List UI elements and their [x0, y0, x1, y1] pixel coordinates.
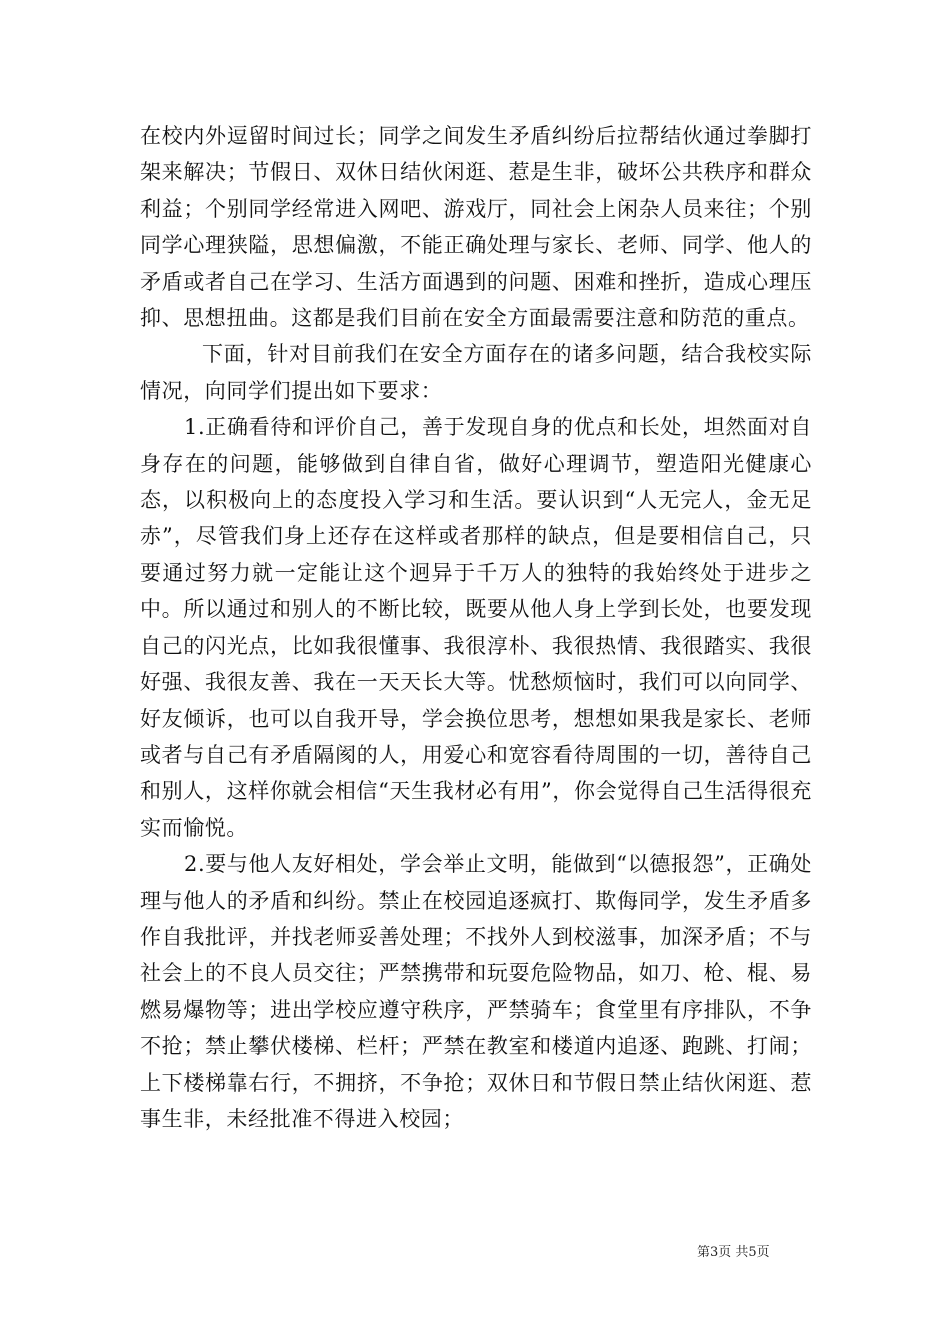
paragraph-2: 下面，针对目前我们在安全方面存在的诸多问题，结合我校实际情况，向同学们提出如下要求：: [140, 342, 812, 403]
document-body: [140, 118, 812, 1137]
paragraph-4: 2.要与他人友好相处，学会举止文明，能做到“以德报怨”，正确处理与他人的矛盾和纠纷。禁止在校园追逐疯打、欺侮同学，发生矛盾多作自我批评，并找老师妥善处理；不找外人到校滋事，加深矛盾；不与社会上的不良人员交往；严禁携带和玩耍危险物品，如刀、枪、棍、易燃易爆物等；进出学校应遵守秩序，严禁骑车；食堂里有序排队，不争不抢；禁止攀伏楼梯、栏杆；严禁在教室和楼道内追逐、跑跳、打闹；上下楼梯靠右行，不拥挤，不争抢；双休日和节假日禁止结伙闲逛、惹事生非，未经批准不得进入校园；: [140, 852, 812, 1131]
page-number-footer: 第3页 共5页: [697, 1245, 770, 1260]
paragraph-3: 1.正确看待和评价自己，善于发现自身的优点和长处，坦然面对自身存在的问题，能够做到自律自省，做好心理调节，塑造阳光健康心态，以积极向上的态度投入学习和生活。要认识到“人无完人，金无足赤”，尽管我们身上还存在这样或者那样的缺点，但是要相信自己，只要通过努力就一定能让这个迥异于千万人的独特的我始终处于进步之中。所以通过和别人的不断比较，既要从他人身上学到长处，也要发现自己的闪光点，比如我很懂事、我很淳朴、我很热情、我很踏实、我很好强、我很友善、我在一天天长大等。忧愁烦恼时，我们可以向同学、好友倾诉，也可以自我开导，学会换位思考，想想如果我是家长、老师或者与自己有矛盾隔阂的人，用爱心和宽容看待周围的一切，善待自己和别人，这样你就会相信“天生我材必有用”，你会觉得自己生活得很充实而愉悦。: [140, 415, 812, 840]
paragraph-1: 在校内外逗留时间过长；同学之间发生矛盾纠纷后拉帮结伙通过拳脚打架来解决；节假日、双休日结伙闲逛、惹是生非，破坏公共秩序和群众利益；个别同学经常进入网吧、游戏厅，同社会上闲杂人员来往；个别同学心理狭隘，思想偏激，不能正确处理与家长、老师、同学、他人的矛盾或者自己在学习、生活方面遇到的问题、困难和挫折，造成心理压抑、思想扭曲。这都是我们目前在安全方面最需要注意和防范的重点。: [140, 124, 812, 331]
